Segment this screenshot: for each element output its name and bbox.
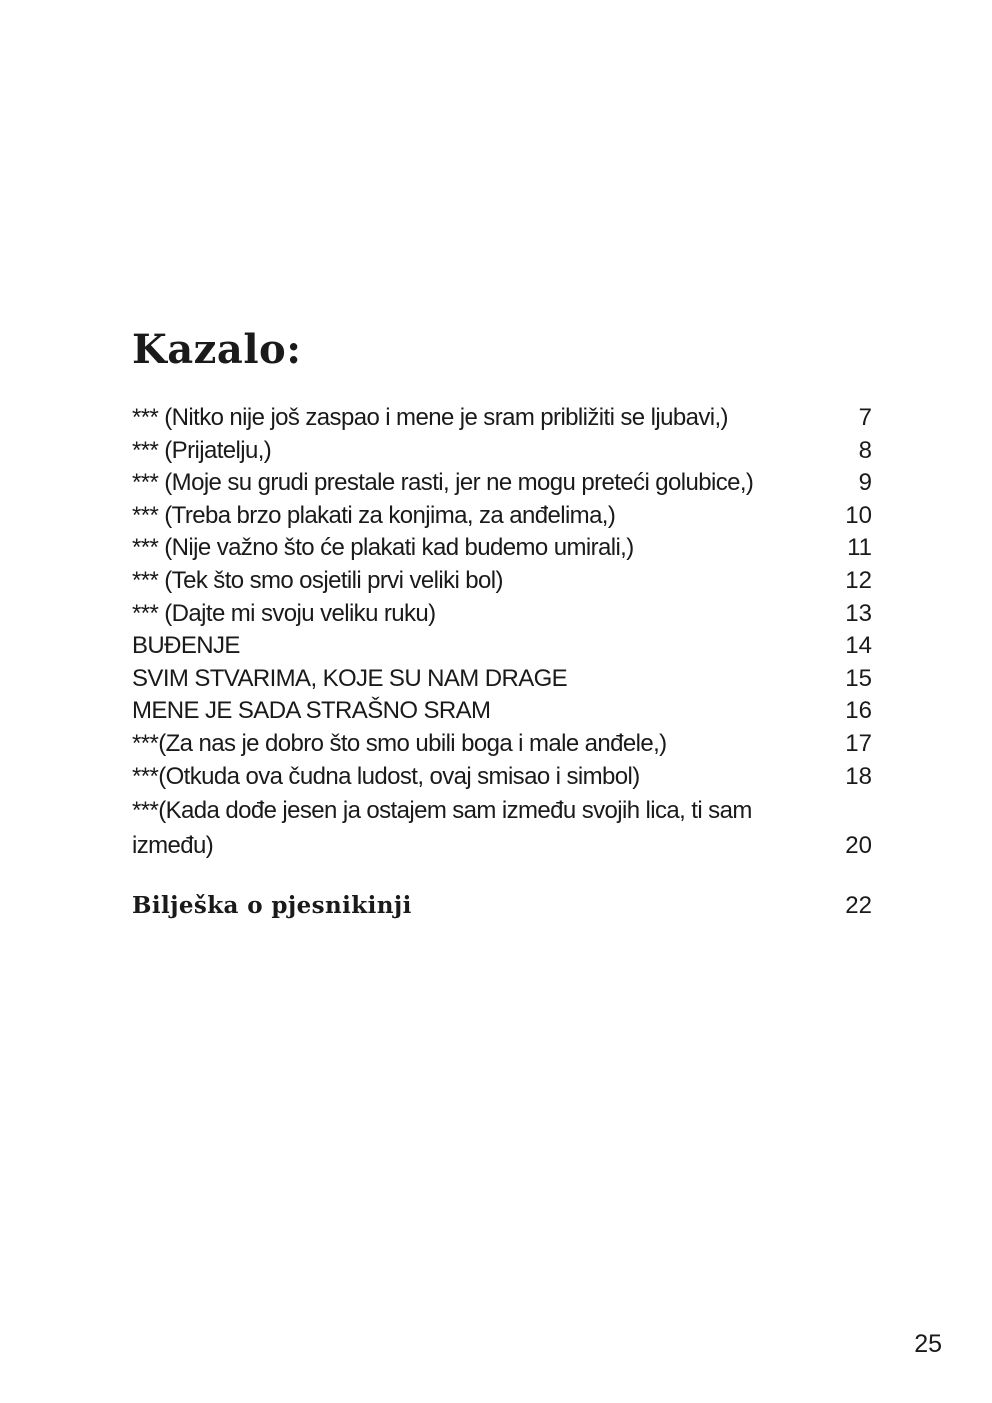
toc-entry-title: *** (Nitko nije još zaspao i mene je sram približiti se ljubavi,): [132, 404, 728, 431]
toc-entry-title: *** (Tek što smo osjetili prvi veliki bol): [132, 566, 503, 594]
toc-entry-page: 7: [858, 404, 872, 431]
toc-entry: [132, 402, 872, 435]
toc-entry-title: *** (Prijatelju,): [132, 436, 272, 464]
toc-entry-title: MENE JE SADA STRAŠNO SRAM: [132, 697, 491, 725]
toc-entry-page: 15: [845, 664, 872, 692]
toc-title: Kazalo:: [132, 326, 302, 373]
toc-entry: [132, 500, 872, 533]
toc-entry-page: 12: [845, 566, 872, 594]
toc-entry-title: *** (Nije važno što će plakati kad budemo umirali,): [132, 534, 634, 562]
toc-entry: [132, 467, 872, 500]
toc-entry-title: *** (Moje su grudi prestale rasti, jer ne mogu preteći golubice,): [132, 469, 754, 497]
page-number: 25: [914, 1330, 942, 1358]
toc-entry: [132, 435, 872, 468]
toc-entry-title: ***(Kada dođe jesen ja ostajem sam između svojih lica, ti sam između): [132, 797, 752, 860]
toc-entry: [132, 565, 872, 598]
toc-notes-title: Bilješka o pjesnikinji: [132, 892, 412, 919]
toc-entry: [132, 695, 872, 728]
toc-entry: [132, 793, 872, 863]
toc-entry: [132, 728, 872, 761]
toc-list: [132, 402, 872, 863]
toc-entry-page: 11: [847, 534, 872, 562]
toc-entry: [132, 598, 872, 631]
toc-entry-title: *** (Treba brzo plakati za konjima, za anđelima,): [132, 501, 616, 529]
toc-notes-entry: [132, 892, 872, 920]
toc-entry-page: 18: [845, 762, 872, 790]
toc-entry-page: 10: [845, 501, 872, 529]
toc-entry-page: 16: [845, 697, 872, 725]
toc-entry-page: 14: [845, 632, 872, 660]
toc-entry: [132, 630, 872, 663]
toc-entry-title: ***(Za nas je dobro što smo ubili boga i male anđele,): [132, 729, 667, 757]
toc-notes-page: 22: [845, 892, 872, 919]
toc-entry-page: 13: [845, 599, 872, 627]
toc-entry-title: ***(Otkuda ova čudna ludost, ovaj smisao i simbol): [132, 762, 640, 790]
toc-entry-page: 8: [858, 436, 872, 464]
toc-entry: [132, 663, 872, 696]
toc-entry: [132, 761, 872, 794]
toc-entry-page: 9: [858, 469, 872, 497]
toc-entry-title: BUĐENJE: [132, 632, 240, 660]
toc-entry-page: 20: [845, 832, 872, 860]
toc-entry-page: 17: [845, 729, 872, 757]
toc-entry: [132, 532, 872, 565]
toc-entry-title: SVIM STVARIMA, KOJE SU NAM DRAGE: [132, 664, 568, 692]
toc-entry-title: *** (Dajte mi svoju veliku ruku): [132, 599, 436, 627]
